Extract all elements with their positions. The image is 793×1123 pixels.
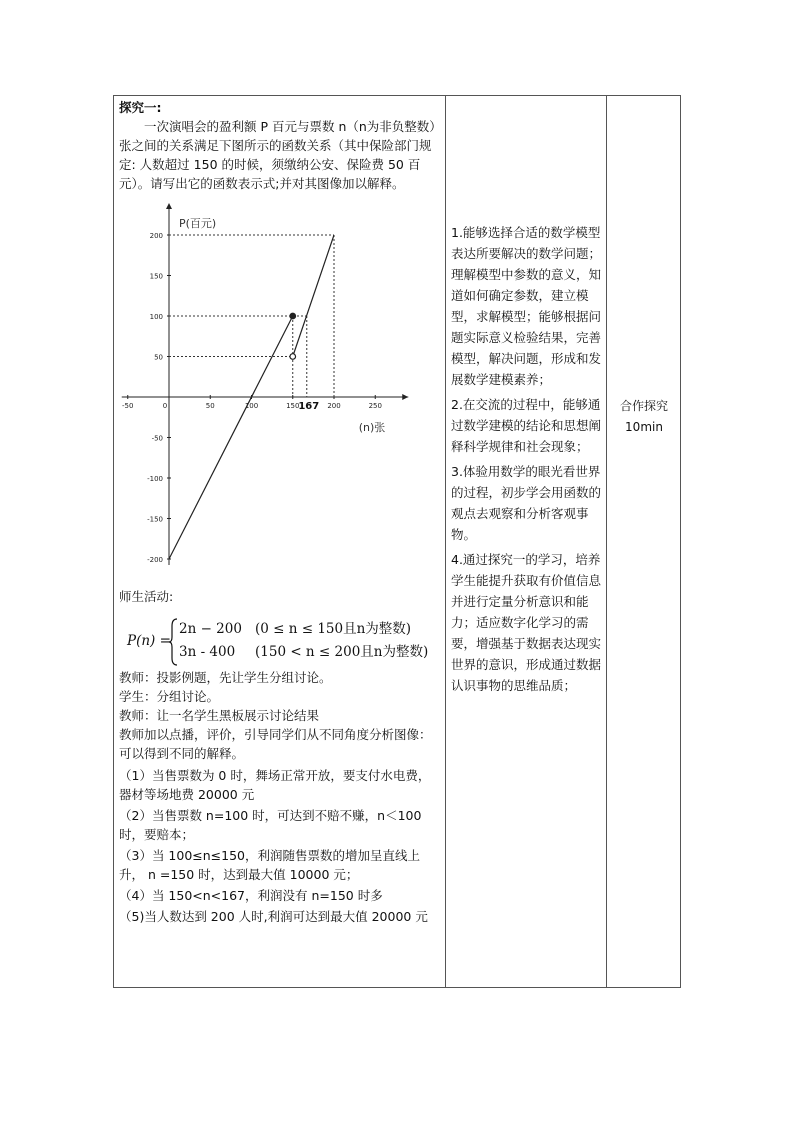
y-tick-label: -50 — [151, 434, 163, 443]
explanation-item: （4）当 150<n<167，利润没有 n=150 时多 — [119, 888, 383, 903]
x-tick-label: 250 — [368, 402, 382, 410]
y-tick-label: 150 — [149, 272, 163, 281]
x-tick-label: 150 — [286, 402, 300, 410]
lesson-table — [113, 95, 681, 988]
y-tick-label: 50 — [154, 353, 163, 362]
column-divider — [445, 96, 446, 987]
y-tick-label: 200 — [149, 232, 163, 240]
objective-item: 1.能够选择合适的数学模型表达所要解决的数学问题；理解模型中参数的意义，知道如何确定参数，建立模型，求解模型；能够根据问题实际意义检验结果，完善模型，解决问题，形成和发展数学建模素养； — [451, 225, 602, 387]
text-line: 教师加以点播，评价，引导同学们从不同角度分析图像：可以得到不同的解释。 — [119, 727, 432, 761]
function-graph — [119, 201, 441, 581]
explanation-item: （1）当售票数为 0 时，舞场正常开放，要支付水电费，器材等场地费 20000 元 — [119, 768, 431, 802]
series-line — [293, 235, 334, 357]
method-column — [608, 396, 680, 438]
text-line: 教师：投影例题，先让学生分组讨论。 — [119, 670, 332, 685]
x-tick-label: 50 — [205, 402, 215, 410]
activity-type: 合作探究 — [619, 399, 668, 413]
x-tick-label: 100 — [244, 402, 259, 410]
objective-item: 4.通过探究一的学习，培养学生能提升获取有价值信息并进行定量分析意识和能力；适应数字化学习的需要，增强基于数据表达现实世界的意识，形成通过数据认识事物的思维品质； — [451, 552, 602, 693]
y-axis-arrow-icon — [166, 203, 172, 209]
case2-condition: (150 < n ≤ 200且n为整数) — [255, 644, 429, 660]
x-axis-label: (n)张 — [358, 421, 386, 434]
case1-condition: (0 ≤ n ≤ 150且n为整数) — [255, 621, 412, 637]
y-tick-label: 100 — [149, 313, 163, 321]
objectives-column — [451, 222, 605, 696]
explanation-item: （2）当售票数 n=100 时，可达到不赔不赚，n＜100 时，要赔本； — [119, 808, 422, 842]
objective-item: 3.体验用数学的眼光看世界的过程，初步学会用函数的观点去观察和分析客观事物。 — [451, 464, 602, 542]
objective-item: 2.在交流的过程中，能够通过数学建模的结论和思想阐释科学规律和社会现象； — [451, 397, 602, 454]
x-tick-label: -50 — [122, 402, 134, 410]
special-x-label: 167 — [298, 401, 320, 412]
case2-expression: 3n - 400 — [179, 644, 236, 660]
explanation-list — [119, 766, 441, 926]
explanation-item: （3）当 100≤n≤150，利润随售票数的增加呈直线上升， n =150 时，达到最大值 10000 元； — [119, 848, 421, 882]
activity-label: 师生活动: — [119, 589, 174, 604]
problem-text: 一次演唱会的盈利额 P 百元与票数 n（n为非负整数）张之间的关系满足下图所示的函数关系（其中保险部门规定: 人数超过 150 的时候，须缴纳公安、保险费 50 百元）。请写出它的函数表示式;并对其图像加以解释。 — [119, 119, 436, 191]
open-point — [290, 354, 296, 360]
inquiry-column — [119, 98, 441, 928]
text-line: 教师：让一名学生黑板展示讨论结果 — [119, 708, 320, 723]
formula-lhs: P(n) = — [127, 633, 171, 649]
x-tick-label: 0 — [162, 402, 168, 410]
piecewise-formula — [125, 616, 441, 668]
y-tick-label: -100 — [147, 475, 163, 483]
text-line: 学生：分组讨论。 — [119, 689, 220, 704]
series-line — [169, 316, 293, 559]
column-divider — [606, 96, 607, 987]
section-heading: 探究一: — [119, 100, 162, 115]
explanation-item: （5)当人数达到 200 人时,利润可达到最大值 20000 元 — [119, 909, 428, 924]
filled-point — [290, 313, 296, 319]
y-tick-label: -200 — [147, 556, 163, 564]
x-axis-arrow-icon — [402, 394, 408, 400]
y-tick-label: -150 — [147, 515, 163, 524]
brace-icon — [169, 618, 179, 666]
duration: 10min — [625, 420, 663, 434]
x-tick-label: 200 — [327, 402, 341, 410]
y-axis-label: P(百元) — [179, 217, 217, 230]
case1-expression: 2n − 200 — [179, 621, 242, 637]
